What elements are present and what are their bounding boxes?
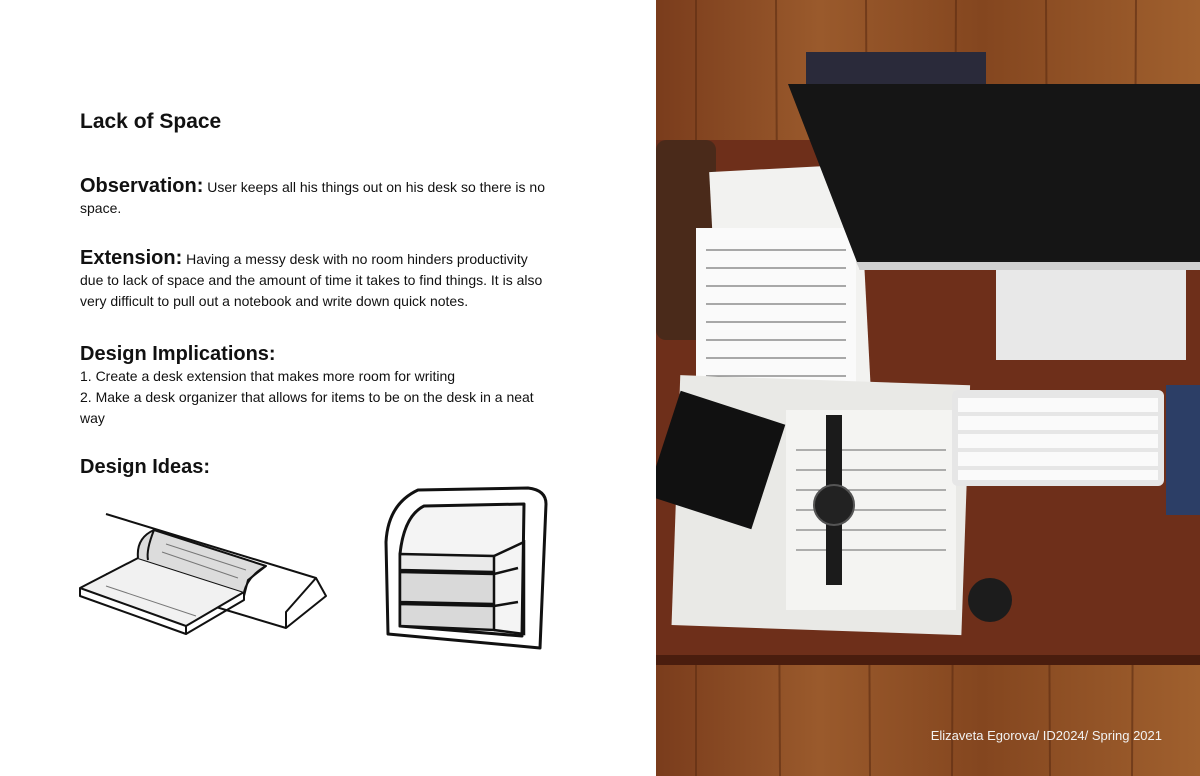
extension-section <box>80 248 550 312</box>
observation-label: Observation: <box>80 175 204 197</box>
implication-item-1: 1. Create a desk extension that makes more room for writing <box>80 368 456 384</box>
observation-section <box>80 176 550 219</box>
design-implications-heading: Design Implications: <box>80 343 276 365</box>
page-title: Lack of Space <box>80 110 222 133</box>
extension-text: Having a messy desk with no room hinders productivity due to lack of space and the amount of time it takes to find things. It is also very difficult to pull out a notebook and write down quick notes. <box>80 251 543 309</box>
photo-credit: Elizaveta Egorova/ ID2024/ Spring 2021 <box>930 728 1162 743</box>
desk-extension-sketch <box>76 500 336 640</box>
desk-organizer-sketch <box>378 484 553 656</box>
desk-photo <box>656 0 1200 776</box>
desk-photo-illustration <box>656 0 1200 776</box>
observation-text: User keeps all his things out on his desk so there is no space. <box>80 179 545 216</box>
implication-item-2: 2. Make a desk organizer that allows for items to be on the desk in a neat way <box>80 389 534 426</box>
design-ideas-heading: Design Ideas: <box>80 456 211 478</box>
design-implications-section <box>80 342 550 429</box>
extension-label: Extension: <box>80 247 183 269</box>
